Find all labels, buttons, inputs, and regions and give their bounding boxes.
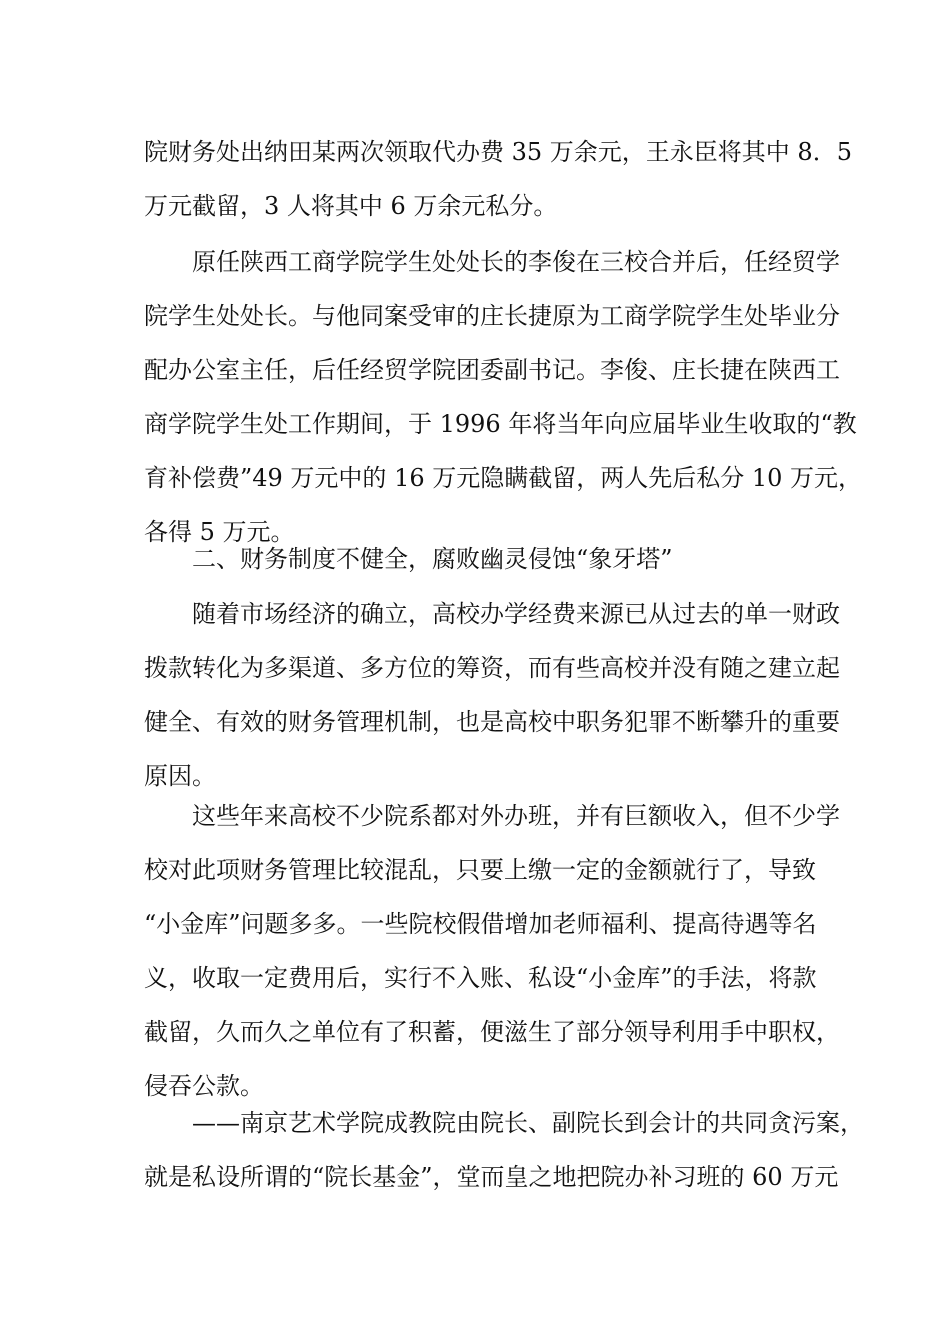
paragraph-1 bbox=[144, 125, 852, 233]
paragraph-3 bbox=[144, 587, 840, 803]
text-line: “小金库”问题多多。一些院校假借增加老师福利、提高待遇等名 bbox=[144, 910, 817, 938]
text-line: 院财务处出纳田某两次领取代办费 35 万余元，王永臣将其中 8．5 bbox=[144, 138, 852, 166]
paragraph-5 bbox=[144, 1096, 864, 1204]
text-line: 配办公室主任，后任经贸学院团委副书记。李俊、庄长捷在陕西工 bbox=[144, 356, 840, 384]
text-line: 原任陕西工商学院学生处处长的李俊在三校合并后，任经贸学 bbox=[144, 248, 840, 276]
text-line: 健全、有效的财务管理机制，也是高校中职务犯罪不断攀升的重要 bbox=[144, 708, 840, 736]
paragraph-2 bbox=[144, 235, 863, 559]
text-line: 就是私设所谓的“院长基金”，堂而皇之地把院办补习班的 60 万元 bbox=[144, 1163, 839, 1191]
text-line: ——南京艺术学院成教院由院长、副院长到会计的共同贪污案， bbox=[144, 1109, 864, 1137]
text-line: 二、财务制度不健全，腐败幽灵侵蚀“象牙塔” bbox=[144, 545, 673, 573]
text-line: 拨款转化为多渠道、多方位的筹资，而有些高校并没有随之建立起 bbox=[144, 654, 840, 682]
section-heading bbox=[144, 532, 809, 586]
text-line: 商学院学生处工作期间，于 1996 年将当年向应届毕业生收取的“教 bbox=[144, 410, 857, 438]
text-line: 万元截留，3 人将其中 6 万余元私分。 bbox=[144, 192, 558, 220]
text-line: 义，收取一定费用后，实行不入账、私设“小金库”的手法，将款 bbox=[144, 964, 817, 992]
paragraph-4 bbox=[144, 789, 840, 1113]
text-line: 侵吞公款。 bbox=[144, 1072, 264, 1100]
text-line: 截留，久而久之单位有了积蓄，便滋生了部分领导利用手中职权， bbox=[144, 1018, 840, 1046]
text-line: 随着市场经济的确立，高校办学经费来源已从过去的单一财政 bbox=[144, 600, 840, 628]
text-line: 育补偿费”49 万元中的 16 万元隐瞒截留，两人先后私分 10 万元， bbox=[144, 464, 863, 492]
text-line: 院学生处处长。与他同案受审的庄长捷原为工商学院学生处毕业分 bbox=[144, 302, 840, 330]
text-line: 原因。 bbox=[144, 762, 216, 790]
text-line: 校对此项财务管理比较混乱，只要上缴一定的金额就行了，导致 bbox=[144, 856, 816, 884]
text-line: 这些年来高校不少院系都对外办班，并有巨额收入，但不少学 bbox=[144, 802, 840, 830]
text-line: 各得 5 万元。 bbox=[144, 518, 295, 546]
